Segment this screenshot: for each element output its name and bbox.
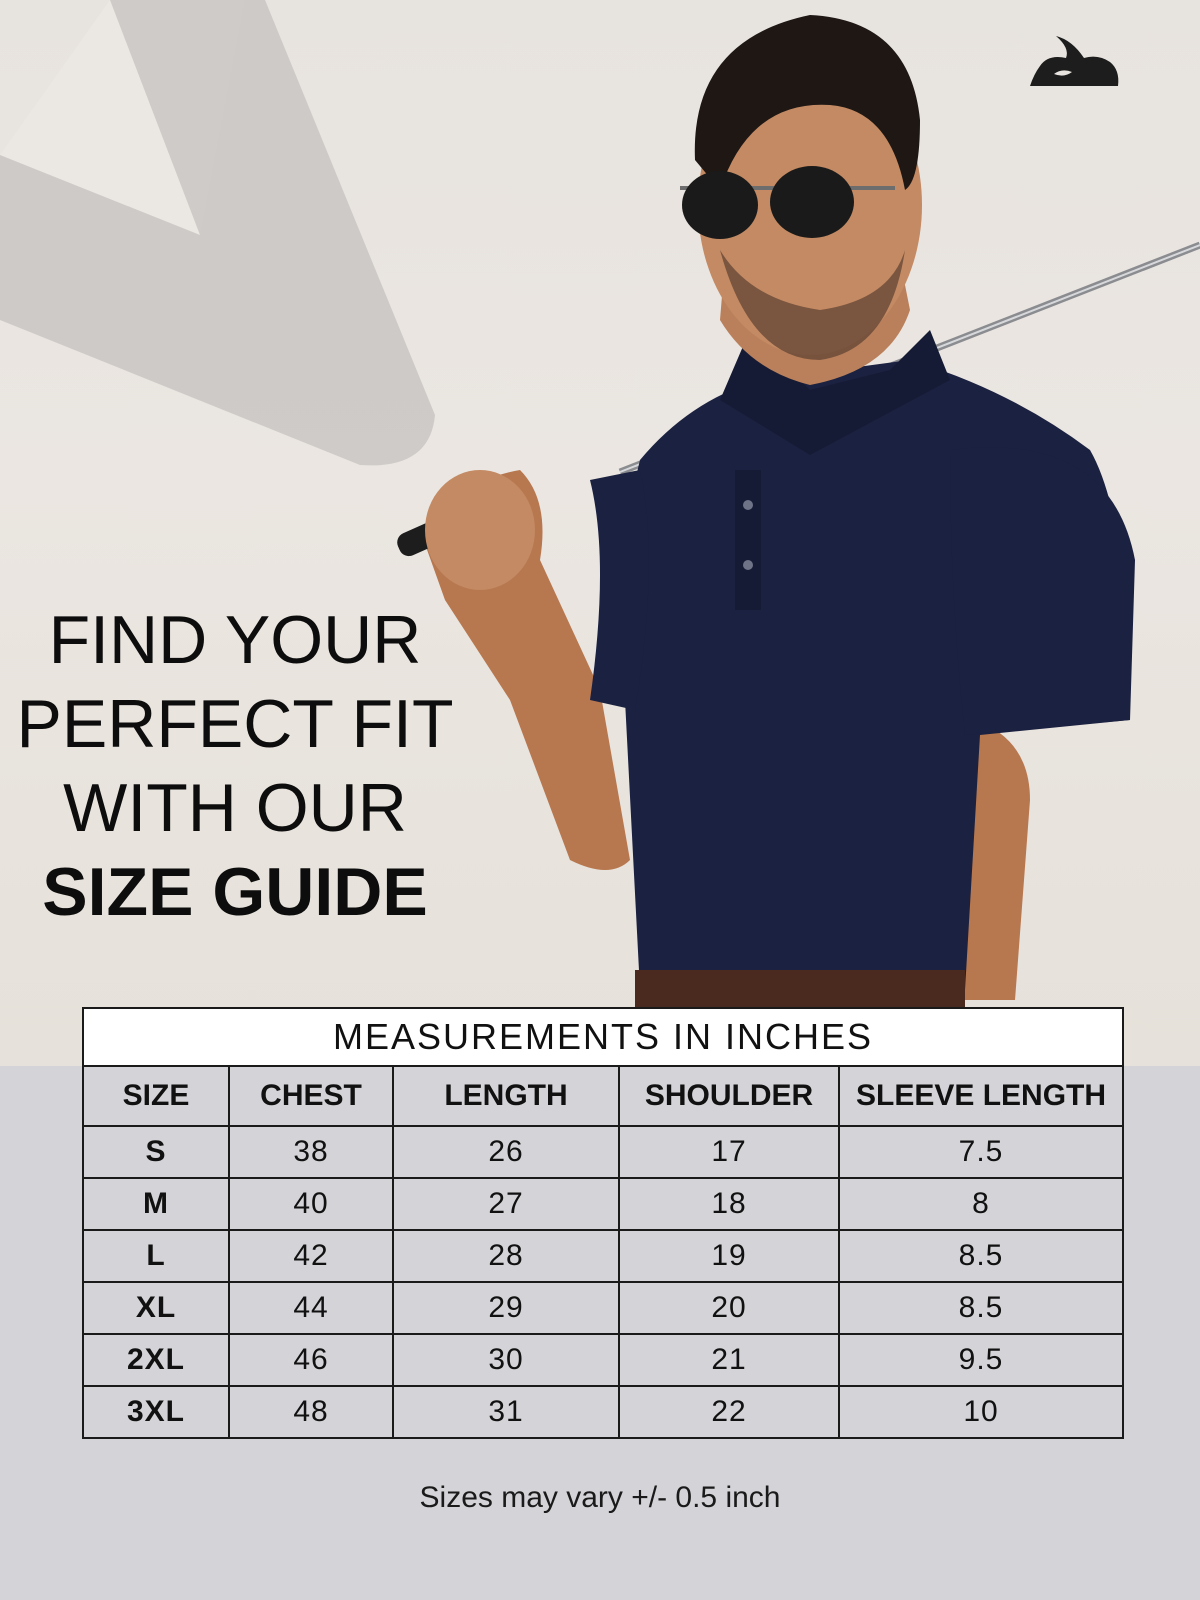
measurement-cell: 27	[393, 1178, 619, 1230]
measurement-cell: 44	[229, 1282, 393, 1334]
column-header: LENGTH	[393, 1066, 619, 1126]
measurement-cell: 8	[839, 1178, 1123, 1230]
table-row	[83, 1386, 1123, 1438]
size-cell: S	[83, 1126, 229, 1178]
size-chart-table	[82, 1007, 1124, 1439]
measurement-cell: 8.5	[839, 1230, 1123, 1282]
headline	[0, 598, 470, 934]
measurement-cell: 30	[393, 1334, 619, 1386]
measurement-cell: 38	[229, 1126, 393, 1178]
headline-line-2: PERFECT FIT	[16, 686, 454, 762]
measurement-cell: 48	[229, 1386, 393, 1438]
measurement-cell: 20	[619, 1282, 839, 1334]
headline-line-1: FIND YOUR	[48, 602, 422, 678]
size-cell: 2XL	[83, 1334, 229, 1386]
table-title: MEASUREMENTS IN INCHES	[83, 1008, 1123, 1066]
table-header-row	[83, 1066, 1123, 1126]
column-header: SLEEVE LENGTH	[839, 1066, 1123, 1126]
table-row	[83, 1334, 1123, 1386]
measurement-cell: 17	[619, 1126, 839, 1178]
table-row	[83, 1282, 1123, 1334]
size-cell: M	[83, 1178, 229, 1230]
measurement-cell: 22	[619, 1386, 839, 1438]
measurement-cell: 28	[393, 1230, 619, 1282]
column-header: SHOULDER	[619, 1066, 839, 1126]
measurement-cell: 10	[839, 1386, 1123, 1438]
measurement-cell: 7.5	[839, 1126, 1123, 1178]
measurement-cell: 18	[619, 1178, 839, 1230]
size-cell: XL	[83, 1282, 229, 1334]
measurement-cell: 26	[393, 1126, 619, 1178]
size-cell: 3XL	[83, 1386, 229, 1438]
model-photo	[390, 0, 1200, 1066]
table-body	[83, 1126, 1123, 1438]
headline-line-4: SIZE GUIDE	[42, 854, 428, 930]
measurement-cell: 31	[393, 1386, 619, 1438]
measurement-cell: 42	[229, 1230, 393, 1282]
measurement-cell: 29	[393, 1282, 619, 1334]
column-header: CHEST	[229, 1066, 393, 1126]
measurement-cell: 40	[229, 1178, 393, 1230]
table-row	[83, 1178, 1123, 1230]
rabbit-logo-icon	[1026, 28, 1122, 92]
measurement-cell: 9.5	[839, 1334, 1123, 1386]
table-row	[83, 1230, 1123, 1282]
size-variance-note: Sizes may vary +/- 0.5 inch	[419, 1481, 781, 1514]
size-cell: L	[83, 1230, 229, 1282]
measurement-cell: 8.5	[839, 1282, 1123, 1334]
measurement-cell: 19	[619, 1230, 839, 1282]
measurement-cell: 46	[229, 1334, 393, 1386]
column-header: SIZE	[83, 1066, 229, 1126]
table-row	[83, 1126, 1123, 1178]
measurement-cell: 21	[619, 1334, 839, 1386]
headline-line-3: WITH OUR	[63, 770, 407, 846]
